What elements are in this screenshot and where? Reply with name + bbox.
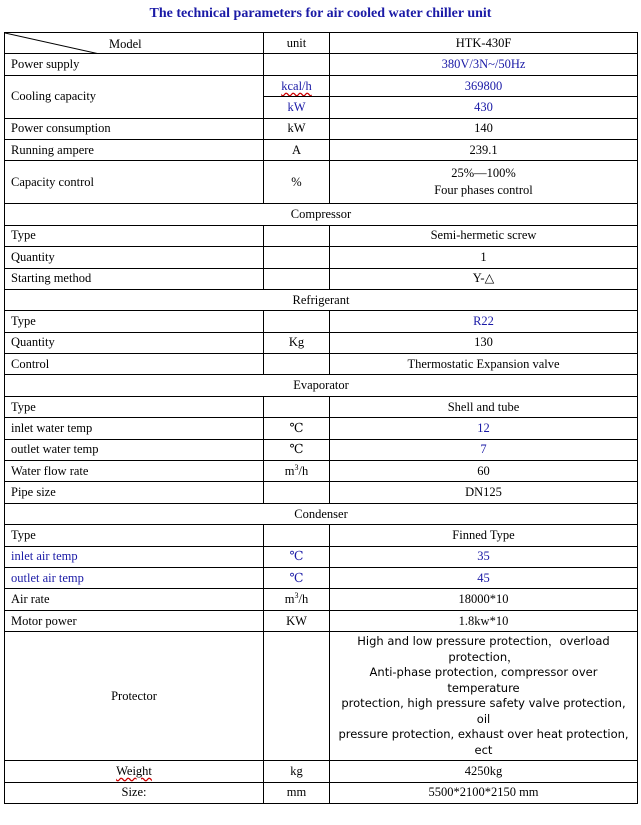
unit-tail: /h: [298, 592, 309, 607]
value-line: 25%—100%: [451, 166, 516, 181]
table-row: [5, 75, 638, 96]
protector-line: protection, high pressure safety valve protection, oil: [341, 696, 626, 726]
protector-line: protection，: [448, 649, 519, 664]
header-row: [5, 33, 638, 54]
row-item: [5, 761, 264, 782]
row-unit: [264, 311, 330, 332]
row-item: Pipe size: [5, 482, 264, 503]
table-row: [5, 567, 638, 588]
model-label: Model: [109, 37, 142, 51]
row-unit: KW: [264, 610, 330, 631]
protector-line-text: pressure protection, exhaust over heat protection, ect: [338, 727, 629, 757]
unit-superscript: 3: [294, 462, 299, 472]
row-unit: ℃: [264, 439, 330, 460]
unit-superscript: 3: [294, 591, 299, 601]
table-row: [5, 610, 638, 631]
row-unit: ℃: [264, 418, 330, 439]
row-value: 12: [330, 418, 638, 439]
row-value: Shell and tube: [330, 396, 638, 417]
section-title-refrigerant: Refrigerant: [5, 289, 638, 310]
table-row: [5, 354, 638, 375]
section-title-evaporator: Evaporator: [5, 375, 638, 396]
row-value: 380V/3N~/50Hz: [330, 54, 638, 75]
row-value: 45: [330, 567, 638, 588]
row-value: 140: [330, 118, 638, 139]
section-row: [5, 204, 638, 225]
section-title-compressor: Compressor: [5, 204, 638, 225]
table-row: [5, 268, 638, 289]
row-unit: [264, 482, 330, 503]
row-item: Power supply: [5, 54, 264, 75]
unit-base: m: [284, 463, 295, 478]
row-unit: %: [264, 161, 330, 204]
row-unit: ℃: [264, 567, 330, 588]
row-value: R22: [330, 311, 638, 332]
row-unit: [264, 396, 330, 417]
value-line: Four phases control: [434, 183, 533, 198]
table-row: [5, 761, 638, 782]
table-row: [5, 418, 638, 439]
row-item: Power consumption: [5, 118, 264, 139]
row-item: Type: [5, 225, 264, 246]
row-value: 7: [330, 439, 638, 460]
row-unit: A: [264, 139, 330, 160]
row-unit: [264, 461, 330, 482]
row-unit: kW: [264, 97, 330, 118]
row-item: Quantity: [5, 332, 264, 353]
row-item: Control: [5, 354, 264, 375]
row-unit: Kg: [264, 332, 330, 353]
row-item: inlet water temp: [5, 418, 264, 439]
row-value: 60: [330, 461, 638, 482]
row-item: Protector: [5, 632, 264, 761]
row-unit: [264, 225, 330, 246]
table-row: [5, 139, 638, 160]
row-unit: [264, 75, 330, 96]
row-item: Type: [5, 525, 264, 546]
table-row: [5, 589, 638, 610]
row-unit: [264, 268, 330, 289]
row-item: Motor power: [5, 610, 264, 631]
row-value: Finned Type: [330, 525, 638, 546]
table-row: [5, 525, 638, 546]
unit-text: kcal/h: [281, 78, 312, 93]
table-row: [5, 482, 638, 503]
table-row: [5, 311, 638, 332]
row-item: Cooling capacity: [5, 75, 264, 118]
row-item: Starting method: [5, 268, 264, 289]
protector-description: [330, 632, 638, 761]
row-value: 430: [330, 97, 638, 118]
table-row: [5, 118, 638, 139]
section-row: [5, 375, 638, 396]
row-item: Size:: [5, 782, 264, 803]
row-value: 5500*2100*2150 mm: [330, 782, 638, 803]
row-value: Semi-hermetic screw: [330, 225, 638, 246]
row-unit: [264, 632, 330, 761]
row-value: 35: [330, 546, 638, 567]
diagonal-header-cell: [5, 33, 264, 54]
table-row: [5, 439, 638, 460]
model-value: HTK-430F: [330, 33, 638, 54]
table-row: [5, 54, 638, 75]
table-row: [5, 247, 638, 268]
row-item: Air rate: [5, 589, 264, 610]
table-row: [5, 161, 638, 204]
table-row: [5, 546, 638, 567]
row-value: 1: [330, 247, 638, 268]
row-unit: kW: [264, 118, 330, 139]
row-value: DN125: [330, 482, 638, 503]
row-unit: [264, 525, 330, 546]
row-value: 239.1: [330, 139, 638, 160]
row-item: Type: [5, 311, 264, 332]
row-item: Type: [5, 396, 264, 417]
row-value: 369800: [330, 75, 638, 96]
table-row: [5, 332, 638, 353]
row-item: inlet air temp: [5, 546, 264, 567]
row-value: Y-△: [330, 268, 638, 289]
row-value: 18000*10: [330, 589, 638, 610]
row-unit: ℃: [264, 546, 330, 567]
unit-base: m: [284, 592, 295, 607]
row-item: Quantity: [5, 247, 264, 268]
table-row: [5, 396, 638, 417]
row-unit: [264, 354, 330, 375]
row-value: Thermostatic Expansion valve: [330, 354, 638, 375]
row-value: 130: [330, 332, 638, 353]
row-value: 4250kg: [330, 761, 638, 782]
protector-line: Anti-phase protection, compressor over temperature: [369, 665, 598, 695]
row-item: Capacity control: [5, 161, 264, 204]
row-item: outlet water temp: [5, 439, 264, 460]
row-unit: mm: [264, 782, 330, 803]
row-item: outlet air temp: [5, 567, 264, 588]
page-title: The technical parameters for air cooled water chiller unit: [149, 6, 492, 21]
section-title-condenser: Condenser: [5, 503, 638, 524]
row-unit: [264, 589, 330, 610]
item-text: Weight: [116, 763, 152, 778]
parameters-table: [4, 32, 638, 804]
unit-tail: /h: [298, 463, 309, 478]
protector-line: [336, 727, 631, 758]
section-row: [5, 503, 638, 524]
protector-line: High and low pressure protection，overload: [357, 634, 610, 649]
section-row: [5, 289, 638, 310]
row-item: Running ampere: [5, 139, 264, 160]
row-value: 1.8kw*10: [330, 610, 638, 631]
row-unit: kg: [264, 761, 330, 782]
row-unit: [264, 54, 330, 75]
protector-row: [5, 632, 638, 761]
unit-header: unit: [264, 33, 330, 54]
row-value: [330, 161, 638, 204]
table-row: [5, 782, 638, 803]
row-unit: [264, 247, 330, 268]
table-row: [5, 225, 638, 246]
row-item: Water flow rate: [5, 461, 264, 482]
table-row: [5, 461, 638, 482]
